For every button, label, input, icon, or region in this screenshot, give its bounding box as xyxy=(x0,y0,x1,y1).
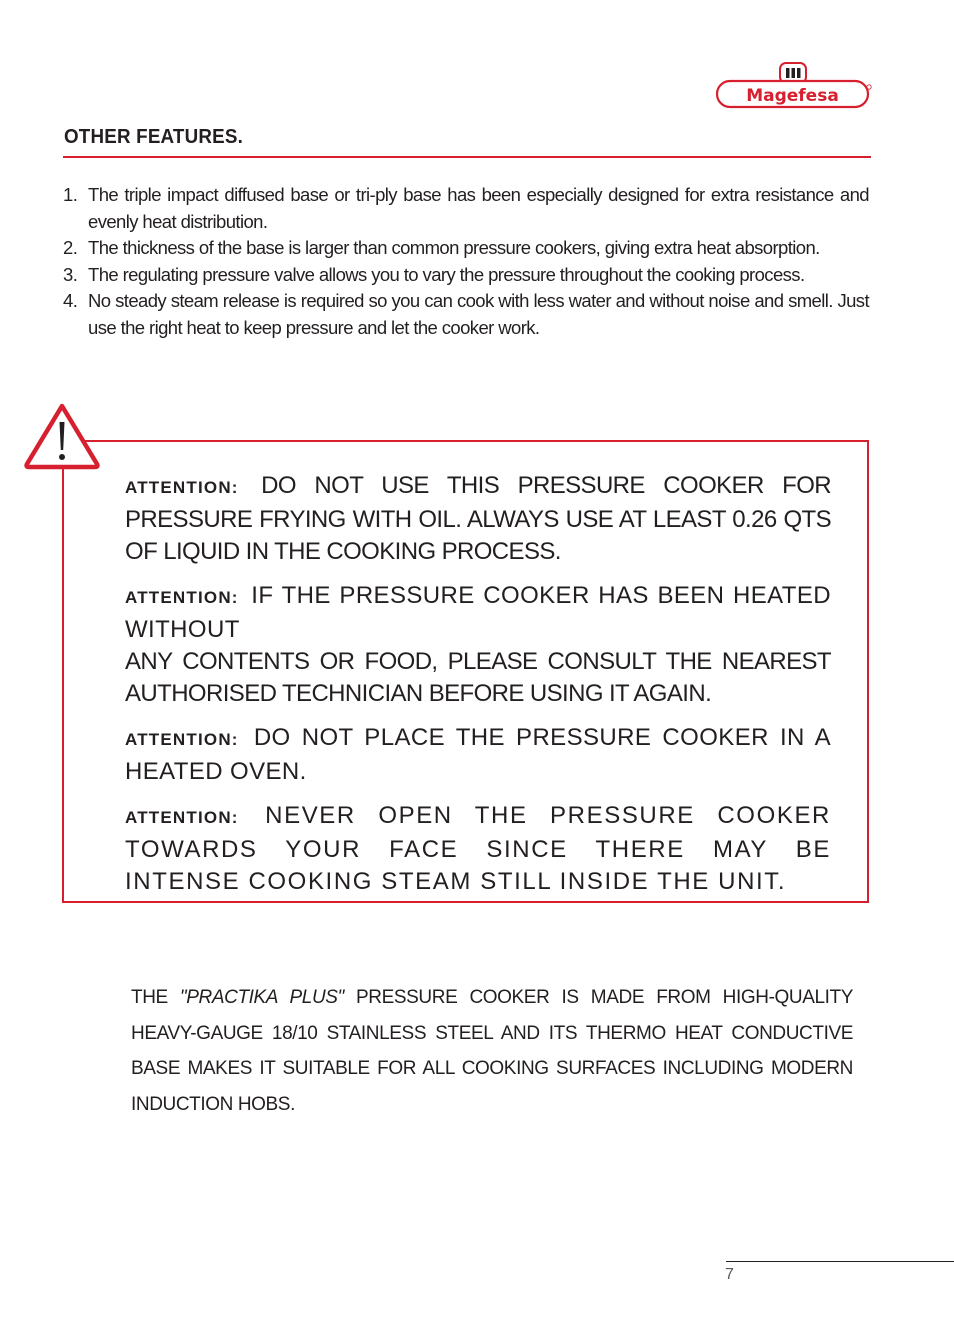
list-item-text: No steady steam release is required so you can cook with less water and without noise and smell. Just use the right heat to keep pressure and let the cooker work. xyxy=(88,290,869,338)
list-item-text: The triple impact diffused base or tri-ply base has been especially designed for extra resistance and evenly heat distribution. xyxy=(88,184,869,232)
attention-text: DO NOT USE THIS PRESSURE COOKER FOR PRESSURE FRYING WITH OIL. ALWAYS USE AT LEAST 0.26 QTS OF LIQUID IN THE COOKING PROCESS. xyxy=(125,472,831,565)
list-item xyxy=(63,235,869,262)
list-item-number: 2. xyxy=(63,237,78,258)
features-list xyxy=(63,182,869,341)
list-item-number: 1. xyxy=(63,184,78,205)
magefesa-logo-icon xyxy=(715,62,875,112)
attention-label: ATTENTION: xyxy=(125,588,239,607)
attention-label: ATTENTION: xyxy=(125,730,239,749)
attention-text: NEVER OPEN THE PRESSURE COOKER TOWARDS YOUR FACE SINCE THERE MAY BE INTENSE COOKING STEAM STILL INSIDE THE UNIT. xyxy=(125,802,831,895)
attention-item xyxy=(125,800,831,898)
attention-text: IF THE PRESSURE COOKER HAS BEEN HEATED WITHOUT xyxy=(125,582,831,643)
attention-label: ATTENTION: xyxy=(125,478,239,497)
footer-divider xyxy=(726,1261,954,1262)
section-title: OTHER FEATURES. xyxy=(64,126,243,148)
list-item-number: 4. xyxy=(63,290,78,311)
list-item xyxy=(63,288,869,341)
description-prefix: THE xyxy=(131,987,180,1008)
attention-text-continued: ANY CONTENTS OR FOOD, PLEASE CONSULT THE NEAREST AUTHORISED TECHNICIAN BEFORE USING IT AGAIN. xyxy=(125,648,831,707)
page-number: 7 xyxy=(725,1266,734,1283)
section-divider xyxy=(63,156,871,158)
list-item xyxy=(63,262,869,289)
list-item xyxy=(63,182,869,235)
attention-list xyxy=(125,470,831,910)
warning-triangle-icon xyxy=(23,402,101,470)
product-name: "PRACTIKA PLUS" xyxy=(179,987,344,1008)
product-description xyxy=(131,980,853,1122)
brand-logo xyxy=(715,62,875,112)
attention-text: DO NOT PLACE THE PRESSURE COOKER IN A HEATED OVEN. xyxy=(125,724,831,785)
logo-text: Magefesa xyxy=(746,86,839,106)
list-item-text: The regulating pressure valve allows you to vary the pressure throughout the cooking process. xyxy=(88,263,805,285)
attention-label: ATTENTION: xyxy=(125,808,239,827)
description-text: PRESSURE COOKER IS MADE FROM HIGH-QUALITY HEAVY-GAUGE 18/10 STAINLESS STEEL AND ITS THERMO HEAT CONDUCTIVE BASE MAKES IT SUITABLE FOR ALL COOKING SURFACES INCLUDING MODERN INDUCTION HOBS. xyxy=(131,987,853,1115)
attention-item xyxy=(125,470,831,568)
attention-item xyxy=(125,722,831,788)
attention-item xyxy=(125,580,831,710)
list-item-text: The thickness of the base is larger than common pressure cookers, giving extra heat absorption. xyxy=(88,237,820,258)
list-item-number: 3. xyxy=(63,263,78,285)
